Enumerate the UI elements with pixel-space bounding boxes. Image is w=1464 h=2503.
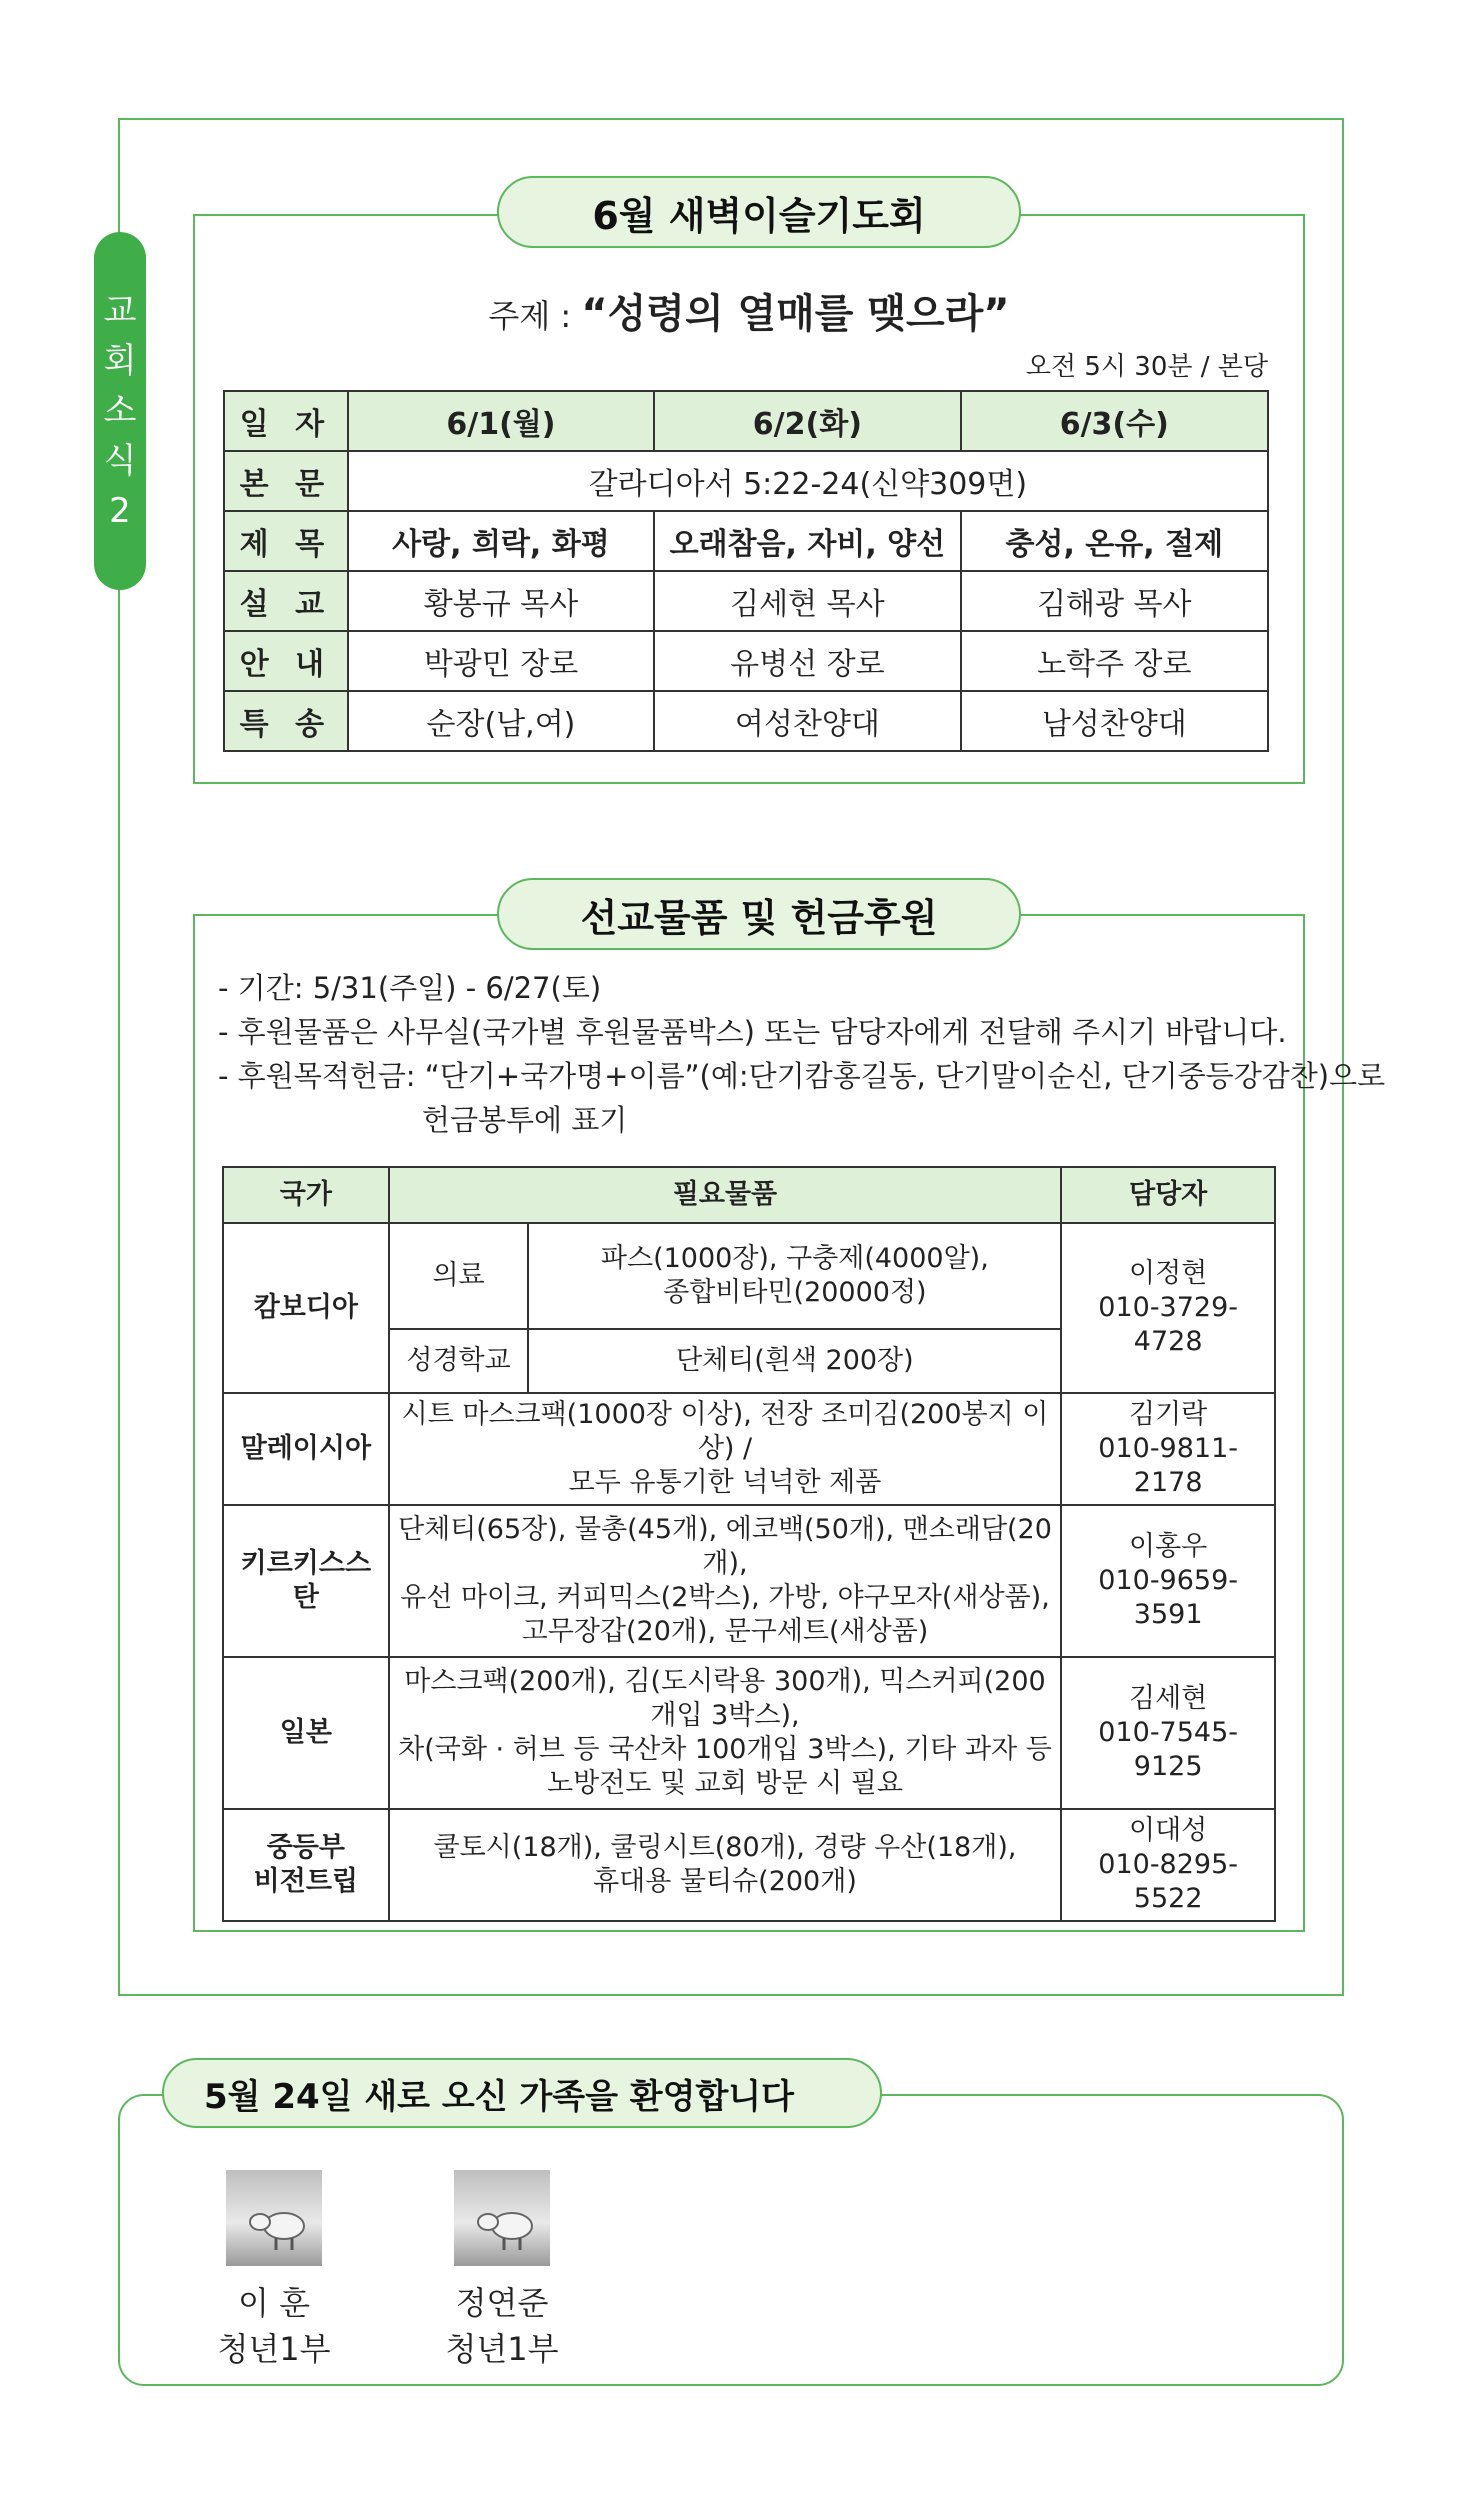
note-offering: - 후원목적헌금: “단기+국가명+이름”(예:단기캄홍길동, 단기말이순신, 단기중등강감찬)으로 [218,1059,1386,1093]
item-line: 쿨토시(18개), 쿨링시트(80개), 경량 우산(18개), [433,1832,1017,1863]
country-cell: 일본 [223,1657,389,1809]
contact-cell [1061,1393,1275,1505]
column-header: 필요물품 [389,1167,1062,1223]
contact-cell [1061,1223,1275,1393]
items-cell [389,1505,1062,1657]
contact-phone: 010-3729-4728 [1098,1292,1239,1357]
contact-cell [1061,1505,1275,1657]
member-photo [226,2170,322,2266]
row-header: 일 자 [224,391,348,451]
theme-prefix: 주제 : [488,297,582,335]
member-name: 정연준 [455,2284,549,2322]
item-line: 종합비타민(20000정) [663,1277,927,1308]
items-cell [389,1393,1062,1505]
country-cell: 키르키스스탄 [223,1505,389,1657]
preacher-cell: 김해광 목사 [961,571,1268,631]
contact-phone: 010-9659-3591 [1098,1565,1239,1630]
date-cell: 6/3(수) [961,391,1268,451]
prayer-title: 6월 새벽이슬기도회 [497,176,1021,248]
country-cell: 캄보디아 [223,1223,389,1393]
usher-cell: 박광민 장로 [348,631,654,691]
items-cell [528,1223,1061,1329]
country-line: 비전트립 [253,1866,358,1897]
member-department: 청년1부 [445,2330,559,2368]
sheep-icon [226,2170,322,2266]
usher-cell: 노학주 장로 [961,631,1268,691]
scripture-cell: 갈라디아서 5:22-24(신약309면) [348,451,1268,511]
item-line: 파스(1000장), 구충제(4000알), [600,1243,989,1274]
preacher-cell: 황봉규 목사 [348,571,654,631]
table-row [223,1393,1275,1505]
usher-cell: 유병선 장로 [654,631,960,691]
table-row [223,1223,1275,1329]
note-delivery: - 후원물품은 사무실(국가별 후원물품박스) 또는 담당자에게 전달해 주시기 바랍니다. [218,1015,1287,1049]
sheep-icon [454,2170,550,2266]
mission-title: 선교물품 및 헌금후원 [497,878,1021,950]
table-row [223,1167,1275,1223]
table-row [224,631,1268,691]
country-cell [223,1809,389,1921]
topic-cell: 사랑, 희락, 화평 [348,511,654,571]
row-header: 설 교 [224,571,348,631]
contact-name: 이대성 [1129,1815,1208,1846]
member-card [402,2170,602,2372]
item-line: 모두 유통기한 넉넉한 제품 [568,1467,882,1498]
table-row [224,571,1268,631]
prayer-schedule-table [223,390,1269,752]
contact-phone: 010-9811-2178 [1098,1433,1239,1498]
section-tab-char: 식 [103,441,137,481]
row-header: 안 내 [224,631,348,691]
column-header: 국가 [223,1167,389,1223]
item-line: 단체티(65장), 물총(45개), 에코백(50개), 맨소래담(20개), [398,1514,1052,1579]
section-tab-char: 소 [103,391,137,431]
contact-cell [1061,1809,1275,1921]
row-header: 본 문 [224,451,348,511]
note-period: - 기간: 5/31(주일) - 6/27(토) [218,971,602,1005]
items-cell: 단체티(흰색 200장) [528,1329,1061,1393]
contact-name: 김세현 [1129,1683,1208,1714]
table-row [223,1657,1275,1809]
special-song-cell: 여성찬양대 [654,691,960,751]
time-place: 오전 5시 30분 / 본당 [1025,352,1268,382]
item-line: 휴대용 물티슈(200개) [593,1866,857,1897]
column-header: 담당자 [1061,1167,1275,1223]
special-song-cell: 남성찬양대 [961,691,1268,751]
table-row [224,451,1268,511]
contact-phone: 010-8295-5522 [1098,1849,1239,1914]
member-name: 이 훈 [238,2284,310,2322]
country-cell: 말레이시아 [223,1393,389,1505]
item-line: 시트 마스크팩(1000장 이상), 전장 조미김(200봉지 이상) / [401,1399,1049,1464]
topic-cell: 오래참음, 자비, 양선 [654,511,960,571]
contact-name: 이홍우 [1129,1531,1208,1562]
section-tab-char: 교 [103,291,137,331]
items-cell [389,1809,1062,1921]
date-cell: 6/1(월) [348,391,654,451]
prayer-theme [193,282,1305,339]
country-line: 중등부 [266,1832,345,1863]
sub-category-cell: 성경학교 [389,1329,529,1393]
contact-phone: 010-7545-9125 [1098,1717,1239,1782]
row-header: 특 송 [224,691,348,751]
items-cell [389,1657,1062,1809]
note-offering-cont: 헌금봉투에 표기 [422,1103,628,1137]
table-row [224,391,1268,451]
member-card [174,2170,374,2372]
item-line: 고무장갑(20개), 문구세트(새상품) [521,1616,929,1647]
section-tab-char: 2 [109,491,131,531]
section-tab [94,232,146,590]
member-photo [454,2170,550,2266]
date-cell: 6/2(화) [654,391,960,451]
preacher-cell: 김세현 목사 [654,571,960,631]
topic-cell: 충성, 온유, 절제 [961,511,1268,571]
welcome-title: 5월 24일 새로 오신 가족을 환영합니다 [162,2058,882,2128]
row-header: 제 목 [224,511,348,571]
item-line: 차(국화 · 허브 등 국산차 100개입 3박스), 기타 과자 등 [398,1734,1052,1765]
section-tab-char: 회 [103,341,137,381]
item-line: 마스크팩(200개), 김(도시락용 300개), 믹스커피(200개입 3박스), [404,1666,1046,1731]
contact-name: 이정현 [1129,1258,1208,1289]
theme-text: “성령의 열매를 맺으라” [581,291,1010,337]
table-row [223,1505,1275,1657]
contact-cell [1061,1657,1275,1809]
item-line: 노방전도 및 교회 방문 시 필요 [547,1768,903,1799]
table-row [224,691,1268,751]
sub-category-cell: 의료 [389,1223,529,1329]
contact-name: 김기락 [1129,1399,1208,1430]
item-line: 유선 마이크, 커피믹스(2박스), 가방, 야구모자(새상품), [400,1582,1050,1613]
mission-table [222,1166,1276,1922]
table-row [223,1809,1275,1921]
table-row [224,511,1268,571]
member-department: 청년1부 [217,2330,331,2368]
special-song-cell: 순장(남,여) [348,691,654,751]
